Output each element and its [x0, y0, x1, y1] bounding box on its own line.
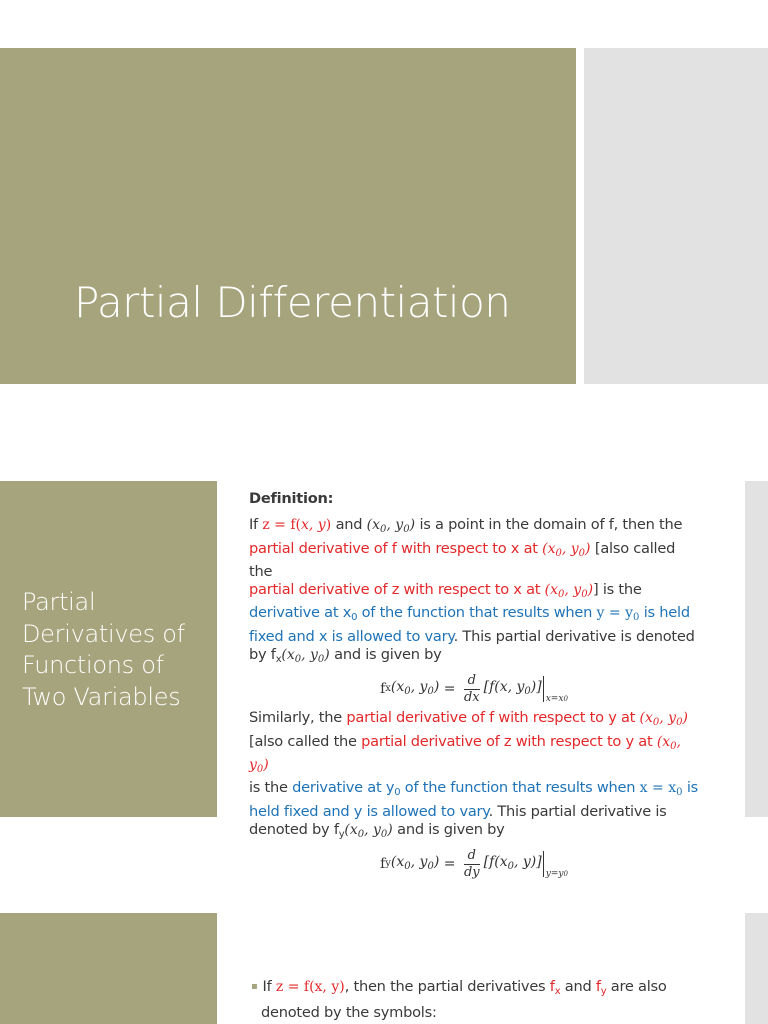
page-title: Partial Differentiation — [74, 278, 511, 327]
red-term: partial derivative of z with respect to y at — [361, 732, 657, 750]
red-term: partial derivative of z with respect to x at — [249, 581, 545, 599]
blue-term: held fixed and y is allowed to vary — [249, 802, 489, 820]
red-term: partial derivative of f with respect to x at — [249, 539, 543, 557]
slide3-heading-panel — [0, 913, 217, 1024]
slide2-side-panel — [745, 481, 768, 817]
blue-term: fixed and x is allowed to vary — [249, 627, 454, 645]
heading-line: Functions of — [22, 651, 164, 679]
heading-line: Partial — [22, 588, 96, 616]
title-slide-panel — [0, 48, 576, 384]
similarly-paragraph: Similarly, the partial derivative of f with respect to y at ($x_0$, $y_0$) [also called the partial derivative of z with respect to y at ($x_0$, $y_0$) is the derivative at $y_0$ of the function that results when $x = x_0$ is held fixed and y is allowed to vary. This partial derivative is denoted by $f_y(x_0$, $y_0$) and is given by — [249, 709, 699, 840]
bullet-icon: ▪ — [251, 981, 258, 992]
definition-paragraph: If z = f(x, y) and ($x_0$, $y_0$) is a point in the domain of f, then the partial derivative of f with respect to x at ($x_0$, $y_0$) [also called the partial derivative of z with respect to x at ($x_0$, $y_0$)] is the derivative at $x_0$ of the function that results when $y = y_0$ is held fixed and x is allowed to vary. This partial derivative is denoted by $f_x(x_0$, $y_0$) and is given by — [249, 516, 695, 666]
heading-line: Two Variables — [22, 682, 181, 711]
heading-line: Derivatives of — [22, 619, 185, 648]
red-term: partial derivative of f with respect to y at — [346, 709, 640, 727]
slide2-heading-panel — [0, 481, 217, 817]
slide2-body — [249, 490, 699, 884]
equation-fx: f x ($x_0$, $y_0$) = $\frac{d}{dx}$ [f(x, $y_0$)] x=x0 — [380, 672, 568, 705]
definition-label: Definition: — [249, 490, 334, 507]
equation-fy: f y ($x_0$, $y_0$) = $\frac{d}{dy}$ [$f(x_0$, y)] y=y0 — [380, 847, 568, 880]
title-slide-side-panel — [584, 48, 768, 384]
slide3-body: ▪ If z = f(x, y), then the partial derivatives $f_x$ and $f_y$ are also denoted by the symbols: — [251, 978, 667, 1021]
slide3-side-panel — [745, 913, 768, 1024]
slide2-heading — [22, 587, 185, 713]
